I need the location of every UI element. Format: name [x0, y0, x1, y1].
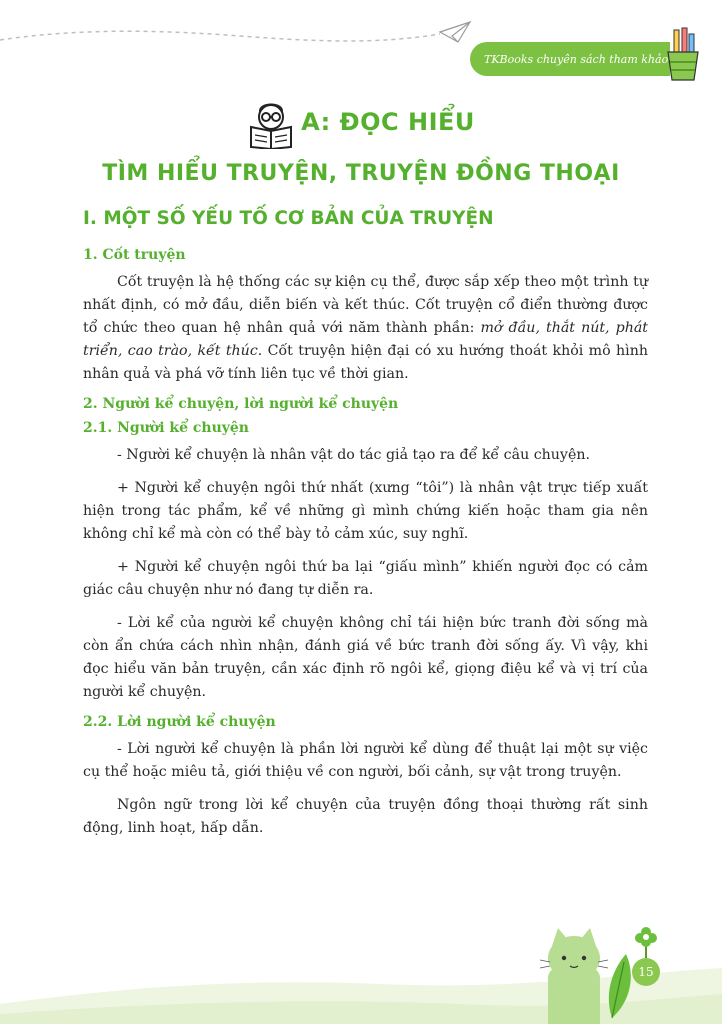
content: [83, 208, 648, 850]
plot-text-a: Cốt truyện là hệ thống các sự kiện cụ thể, được sắp xếp theo một trình tự nhất định, có mở đầu, diễn biến và kết thúc. Cốt truyện cổ điển thường được tổ chức theo quan hệ nhân quả với năm thành phần:: [83, 274, 648, 336]
page-number: 15: [632, 958, 660, 986]
title-line-1: [0, 95, 722, 149]
paragraph-third-person: + Người kể chuyện ngôi thứ ba lại “giấu mình” khiến người đọc có cảm giác câu chuyện như nó đang tự diễn ra.: [83, 559, 648, 598]
brand-tab: [470, 42, 670, 76]
section-heading: I. MỘT SỐ YẾU TỐ CƠ BẢN CỦA TRUYỆN: [83, 208, 494, 229]
paragraph-fable-language: Ngôn ngữ trong lời kể chuyện của truyện đồng thoại thường rất sinh động, linh hoạt, hấp dẫn.: [83, 797, 648, 836]
title-main: A: ĐỌC HIỂU: [301, 108, 475, 136]
plot-text-b: Cốt truyện hiện đại có xu hướng thoát khỏi mô hình nhân quả và phá vỡ tính liên tục về thời gian.: [83, 343, 648, 382]
paragraph-plot: [83, 271, 648, 386]
cat-icon: [540, 928, 608, 1024]
title-subtitle: TÌM HIỂU TRUYỆN, TRUYỆN ĐỒNG THOẠI: [102, 161, 620, 186]
footer-decoration: [0, 918, 722, 1024]
pencil-cup-icon: [660, 26, 704, 82]
reader-icon: [247, 95, 295, 149]
paper-plane-icon: [440, 22, 470, 42]
title-block: [0, 95, 722, 186]
paragraph-first-person: + Người kể chuyện ngôi thứ nhất (xưng “tôi”) là nhân vật trực tiếp xuất hiện trong tác phẩm, kể về những gì mình chứng kiến hoặc tham gia nên không chỉ kể mà còn có thể bày tỏ cảm xúc, suy nghĩ.: [83, 480, 648, 542]
plot-text-italic: mở đầu, thắt nút, phát triển, cao trào, kết thúc.: [83, 320, 649, 359]
heading-narrator-section: 2. Người kể chuyện, lời người kể chuyện: [83, 396, 399, 412]
heading-plot: 1. Cốt truyện: [83, 247, 186, 263]
heading-narrator: 2.1. Người kể chuyện: [83, 420, 249, 436]
paragraph-narration-def: - Lời người kể chuyện là phần lời người kể dùng để thuật lại một sự việc cụ thể hoặc miêu tả, giới thiệu về con người, bối cảnh, sự vật trong truyện.: [83, 741, 648, 780]
paragraph-narration-meaning: - Lời kể của người kể chuyện không chỉ tái hiện bức tranh đời sống mà còn ẩn chứa cách nhìn nhận, đánh giá về bức tranh đời sống ấy. Vì vậy, khi đọc hiểu văn bản truyện, cần xác định rõ ngôi kể, giọng điệu kể và vị trí của người kể chuyện.: [83, 615, 648, 700]
heading-narration: 2.2. Lời người kể chuyện: [83, 714, 276, 730]
paragraph-narrator-def: - Người kể chuyện là nhân vật do tác giả tạo ra để kể câu chuyện.: [117, 447, 590, 463]
brand-text: TKBooks chuyên sách tham khảo: [484, 52, 669, 66]
